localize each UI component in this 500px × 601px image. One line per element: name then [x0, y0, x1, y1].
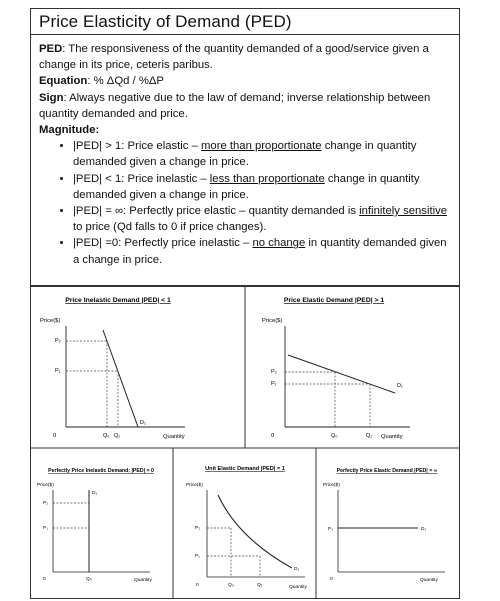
bullet-text: to price (Qd falls to 0 if price changes).	[73, 221, 267, 234]
p1-label: P₁	[328, 527, 333, 532]
p1-label: P₁	[195, 554, 200, 559]
y-axis-label: Price($)	[40, 318, 61, 324]
p1-label: P₁	[271, 381, 277, 387]
p2-label: P₂	[43, 501, 49, 506]
origin-label: 0	[43, 577, 46, 582]
x-axis-label: Quantity	[163, 434, 185, 440]
graph-title: Perfectly Price Inelastic Demand: |PED| = 0	[48, 468, 154, 474]
demand-curve	[103, 330, 138, 427]
demand-curve	[288, 355, 395, 393]
demand-label: D₁	[294, 567, 300, 572]
graph-inelastic	[40, 297, 185, 440]
bullet-underline: no change	[252, 237, 306, 250]
sign-text: : Always negative due to the law of demand; inverse relationship between quantity demanded and price.	[39, 91, 431, 120]
definition-term: PED	[39, 43, 63, 55]
q0-label: Q₀	[331, 433, 338, 439]
bullet-underline: less than proportionate	[209, 172, 325, 185]
graph-title: Price Elastic Demand |PED| > 1	[283, 297, 385, 304]
x-axis-label: Quantity	[289, 585, 307, 590]
q1-label: Q₁	[114, 433, 121, 439]
p2-label: P₂	[195, 526, 201, 531]
graph-elastic	[262, 297, 410, 440]
magnitude-label: Magnitude	[39, 124, 96, 137]
graph-perfectly-inelastic	[37, 468, 154, 583]
q0-label: Q₀	[103, 433, 110, 439]
p1-label: P₁	[43, 526, 48, 531]
equation-text: : % ΔQd / %ΔP	[87, 75, 164, 88]
bullet-text: change in quantity demanded given a change in price.	[73, 140, 417, 169]
y-axis-label: Price($)	[37, 483, 54, 488]
definition-text: : The responsiveness of the quantity demanded of a good/service given a change in its price, ceteris paribus.	[39, 43, 429, 72]
x-axis-label: Quantity	[381, 434, 403, 440]
page-title: Price Elasticity of Demand (PED)	[39, 12, 292, 31]
q1-label: Q₁	[366, 433, 373, 439]
sign-label: Sign	[39, 91, 64, 104]
y-axis-label: Price($)	[186, 483, 203, 488]
magnitude-colon: :	[95, 124, 100, 137]
x-axis-label: Quantity	[420, 578, 438, 583]
x-axis-label: Quantity	[134, 578, 152, 583]
graph-unit-elastic	[186, 466, 307, 590]
equation-label: Equation	[39, 75, 88, 88]
y-axis-label: Price($)	[323, 483, 340, 488]
origin-label: 0	[330, 577, 333, 582]
graph-title: Unit Elastic Demand |PED| = 1	[205, 466, 285, 472]
origin-label: 0	[271, 433, 275, 439]
bullet-text: |PED| < 1: Price inelastic –	[73, 172, 210, 185]
q1-label: Q₁	[257, 583, 263, 588]
bullet-text: |PED| > 1: Price elastic –	[73, 140, 201, 153]
origin-label: 0	[196, 583, 199, 588]
y-axis-label: Price($)	[262, 318, 283, 324]
p2-label: P₂	[271, 369, 277, 375]
q0-label: Q₀	[86, 577, 92, 582]
bullet-text: in quantity demanded given a change in price.	[73, 237, 447, 266]
demand-label: D₁	[92, 491, 98, 496]
origin-label: 0	[53, 433, 57, 439]
p1-label: P₁	[55, 368, 61, 374]
demand-label: D₁	[140, 420, 146, 426]
graph-title: Price Inelastic Demand |PED| < 1	[65, 297, 171, 304]
graph-perfectly-elastic	[323, 468, 445, 583]
demand-label: D₁	[397, 383, 403, 389]
demand-label: D₁	[421, 527, 427, 532]
demand-curve	[218, 495, 292, 568]
bullet-text: |PED| =0: Perfectly price inelastic –	[73, 237, 253, 250]
q0-label: Q₀	[228, 583, 234, 588]
p2-label: P₂	[55, 338, 61, 344]
bullet-text: change in quantity demanded given a change in price.	[73, 172, 420, 201]
bullet-underline: infinitely sensitive	[359, 205, 448, 218]
bullet-text: |PED| = ∞: Perfectly price elastic – quantity demanded is	[73, 205, 360, 218]
bullet-underline: more than proportionate	[201, 140, 322, 153]
graph-title: Perfectly Price Elastic Demand |PED| = ∞	[336, 468, 438, 474]
